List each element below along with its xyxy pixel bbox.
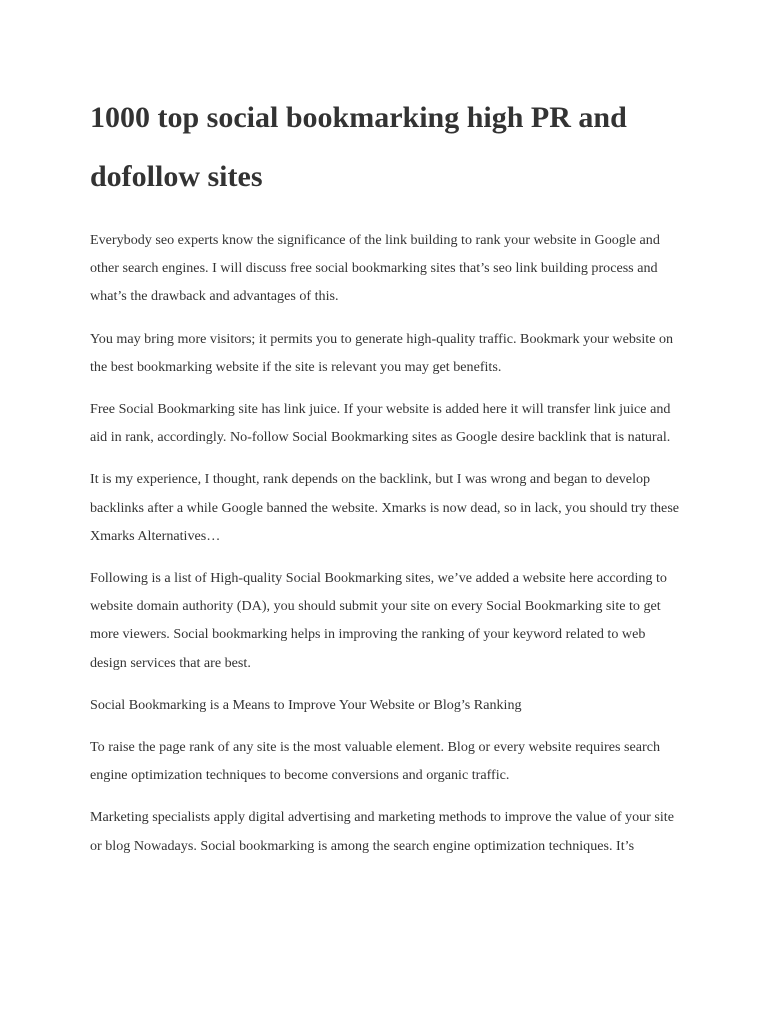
paragraph-link-juice: Free Social Bookmarking site has link juice. If your website is added here it will transfer link juice and aid in rank, accordingly. No-follow Social Bookmarking sites as Google desire backlink that is natural.	[90, 401, 671, 446]
paragraph-page-rank: To raise the page rank of any site is the most valuable element. Blog or every website requires search engine optimization techniques to become conversions and organic traffic.	[90, 739, 661, 784]
paragraph-list-intro: Following is a list of High-quality Social Bookmarking sites, we’ve added a website here according to website domain authority (DA), you should submit your site on every Social Bookmarking site to get more viewers. Social bookmarking helps in improving the ranking of your keyword related to web design services that are best.	[90, 570, 667, 671]
paragraph-experience: It is my experience, I thought, rank depends on the backlink, but I was wrong and began to develop backlinks after a while Google banned the website. Xmarks is now dead, so in lack, you should try these Xmarks Alternatives…	[90, 471, 680, 544]
article-title: 1000 top social bookmarking high PR and dofollow sites	[90, 101, 627, 193]
paragraph-intro: Everybody seo experts know the significance of the link building to rank your website in Google and other search engines. I will discuss free social bookmarking sites that’s seo link building process and what’s the drawback and advantages of this.	[90, 232, 660, 305]
article-body	[90, 88, 680, 874]
paragraph-visitors: You may bring more visitors; it permits you to generate high-quality traffic. Bookmark your website on the best bookmarking website if the site is relevant you may get benefits.	[90, 330, 674, 375]
paragraph-marketing: Marketing specialists apply digital advertising and marketing methods to improve the value of your site or blog Nowadays. Social bookmarking is among the search engine optimization techniques. It’s	[90, 809, 674, 854]
paragraph-subheading: Social Bookmarking is a Means to Improve Your Website or Blog’s Ranking	[90, 696, 522, 713]
